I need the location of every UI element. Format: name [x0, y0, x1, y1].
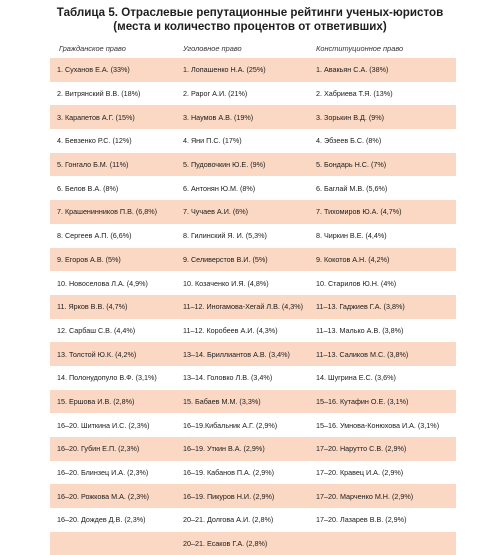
cell-civil-law: 11. Ярков В.В. (4,7%) — [57, 302, 128, 312]
cell-constitutional-law: 15–16. Умнова-Конюхова И.А. (3,1%) — [316, 420, 440, 430]
table-row — [50, 413, 456, 437]
cell-criminal-law: 1. Лопашенко Н.А. (25%) — [183, 65, 266, 75]
cell-civil-law: 9. Егоров А.В. (5%) — [57, 254, 121, 264]
cell-constitutional-law: 2. Хабриева Т.Я. (13%) — [316, 89, 393, 99]
cell-criminal-law: 11–12. Иногамова-Хегай Л.В. (4,3%) — [183, 302, 304, 312]
cell-constitutional-law: 4. Эбзеев Б.С. (8%) — [316, 136, 382, 146]
table-row — [50, 342, 456, 366]
cell-civil-law: 8. Сергеев А.П. (6,6%) — [57, 231, 132, 241]
table-row — [50, 248, 456, 272]
cell-criminal-law: 2. Рарог А.И. (21%) — [183, 89, 248, 99]
ratings-table — [50, 58, 456, 555]
cell-civil-law: 2. Витрянский В.В. (18%) — [57, 89, 141, 99]
cell-constitutional-law: 17–20. Нарутто С.В. (2,9%) — [316, 444, 407, 454]
cell-constitutional-law: 5. Бондарь Н.С. (7%) — [316, 160, 387, 170]
cell-constitutional-law: 8. Чиркин В.Е. (4,4%) — [316, 231, 387, 241]
cell-criminal-law: 16–19. Кабанов П.А. (2,9%) — [183, 468, 275, 478]
table-row — [50, 295, 456, 319]
table-row — [50, 153, 456, 177]
table-row — [50, 437, 456, 461]
cell-criminal-law: 13–14. Головко Л.В. (3,4%) — [183, 373, 273, 383]
table-row — [50, 532, 456, 555]
cell-criminal-law: 10. Козаченко И.Я. (4,8%) — [183, 278, 269, 288]
cell-criminal-law: 6. Антонян Ю.М. (8%) — [183, 183, 256, 193]
cell-constitutional-law: 14. Шугрина Е.С. (3,6%) — [316, 373, 396, 383]
cell-constitutional-law: 10. Старилов Ю.Н. (4%) — [316, 278, 397, 288]
cell-constitutional-law: 15–16. Кутафин О.Е. (3,1%) — [316, 396, 409, 406]
cell-civil-law: 10. Новоселова Л.А. (4,9%) — [57, 278, 148, 288]
table-row — [50, 129, 456, 153]
cell-civil-law: 12. Сарбаш С.В. (4,4%) — [57, 325, 136, 335]
cell-criminal-law: 16–19.Кибальник А.Г. (2,9%) — [183, 420, 278, 430]
cell-civil-law: 16–20. Блинзец И.А. (2,3%) — [57, 468, 149, 478]
cell-civil-law: 3. Карапетов А.Г. (15%) — [57, 112, 135, 122]
cell-constitutional-law: 7. Тихомиров Ю.А. (4,7%) — [316, 207, 402, 217]
table-row — [50, 82, 456, 106]
cell-constitutional-law: 3. Зорькин В.Д. (9%) — [316, 112, 385, 122]
cell-constitutional-law: 1. Авакьян С.А. (38%) — [316, 65, 389, 75]
table-row — [50, 508, 456, 532]
cell-constitutional-law: 11–13. Малько А.В. (3,8%) — [316, 325, 404, 335]
cell-criminal-law: 4. Яни П.С. (17%) — [183, 136, 242, 146]
cell-criminal-law: 3. Наумов А.В. (19%) — [183, 112, 254, 122]
cell-civil-law: 16–20. Губин Е.П. (2,3%) — [57, 444, 140, 454]
cell-criminal-law: 9. Селиверстов В.И. (5%) — [183, 254, 268, 264]
cell-civil-law: 7. Крашенинников П.В. (6,8%) — [57, 207, 158, 217]
cell-criminal-law: 7. Чучаев А.И. (6%) — [183, 207, 249, 217]
cell-civil-law: 15. Ершова И.В. (2,8%) — [57, 396, 135, 406]
cell-criminal-law: 5. Пудовочкин Ю.Е. (9%) — [183, 160, 266, 170]
table-row — [50, 390, 456, 414]
cell-constitutional-law: 11–13. Саликов М.С. (3,8%) — [316, 349, 409, 359]
cell-civil-law: 16–20. Рожкова М.А. (2,3%) — [57, 491, 150, 501]
cell-constitutional-law: 6. Баглай М.В. (5,6%) — [316, 183, 388, 193]
title-line-2: (места и количество процентов от ответивших) — [113, 20, 387, 33]
table-row — [50, 58, 456, 82]
table-row — [50, 105, 456, 129]
cell-civil-law: 4. Бевзенко Р.С. (12%) — [57, 136, 132, 146]
table-row — [50, 484, 456, 508]
column-header-criminal-law: Уголовное право — [183, 44, 242, 53]
cell-civil-law: 5. Гонгало Б.М. (11%) — [57, 160, 129, 170]
table-row — [50, 366, 456, 390]
cell-civil-law: 1. Суханов Е.А. (33%) — [57, 65, 130, 75]
table-row — [50, 271, 456, 295]
column-header-civil-law: Гражданское право — [59, 44, 126, 53]
cell-criminal-law: 16–19. Пикуров Н.И. (2,9%) — [183, 491, 275, 501]
cell-criminal-law: 20–21. Долгова А.И. (2,8%) — [183, 515, 274, 525]
cell-constitutional-law: 9. Кокотов А.Н. (4,2%) — [316, 254, 390, 264]
cell-criminal-law: 16–19. Уткин В.А. (2,9%) — [183, 444, 265, 454]
table-row — [50, 319, 456, 343]
cell-constitutional-law: 11–13. Гаджиев Г.А. (3,8%) — [316, 302, 405, 312]
cell-civil-law: 16–20. Дождев Д.В. (2,3%) — [57, 515, 146, 525]
cell-criminal-law: 20–21. Есаков Г.А. (2,8%) — [183, 539, 268, 549]
cell-civil-law: 16–20. Шиткина И.С. (2,3%) — [57, 420, 150, 430]
cell-constitutional-law: 17–20. Марченко М.Н. (2,9%) — [316, 491, 414, 501]
column-header-constitutional-law: Конституционное право — [316, 44, 404, 53]
cell-civil-law: 14. Полонудопуло В.Ф. (3,1%) — [57, 373, 157, 383]
table-row — [50, 224, 456, 248]
cell-civil-law: 6. Белов В.А. (8%) — [57, 183, 119, 193]
cell-criminal-law: 8. Гилинский Я. И. (5,3%) — [183, 231, 267, 241]
table-title — [0, 6, 500, 34]
cell-criminal-law: 11–12. Коробеев А.И. (4,3%) — [183, 325, 278, 335]
cell-civil-law: 13. Толстой Ю.К. (4,2%) — [57, 349, 137, 359]
cell-criminal-law: 13–14. Бриллиантов А.В. (3,4%) — [183, 349, 290, 359]
cell-constitutional-law: 17–20. Лазарев В.В. (2,9%) — [316, 515, 407, 525]
table-row — [50, 200, 456, 224]
cell-criminal-law: 15. Бабаев М.М. (3,3%) — [183, 396, 261, 406]
table-row — [50, 176, 456, 200]
title-line-1: Таблица 5. Отраслевые репутационные рейтинги ученых-юристов — [56, 6, 444, 19]
cell-constitutional-law: 17–20. Кравец И.А. (2,9%) — [316, 468, 404, 478]
